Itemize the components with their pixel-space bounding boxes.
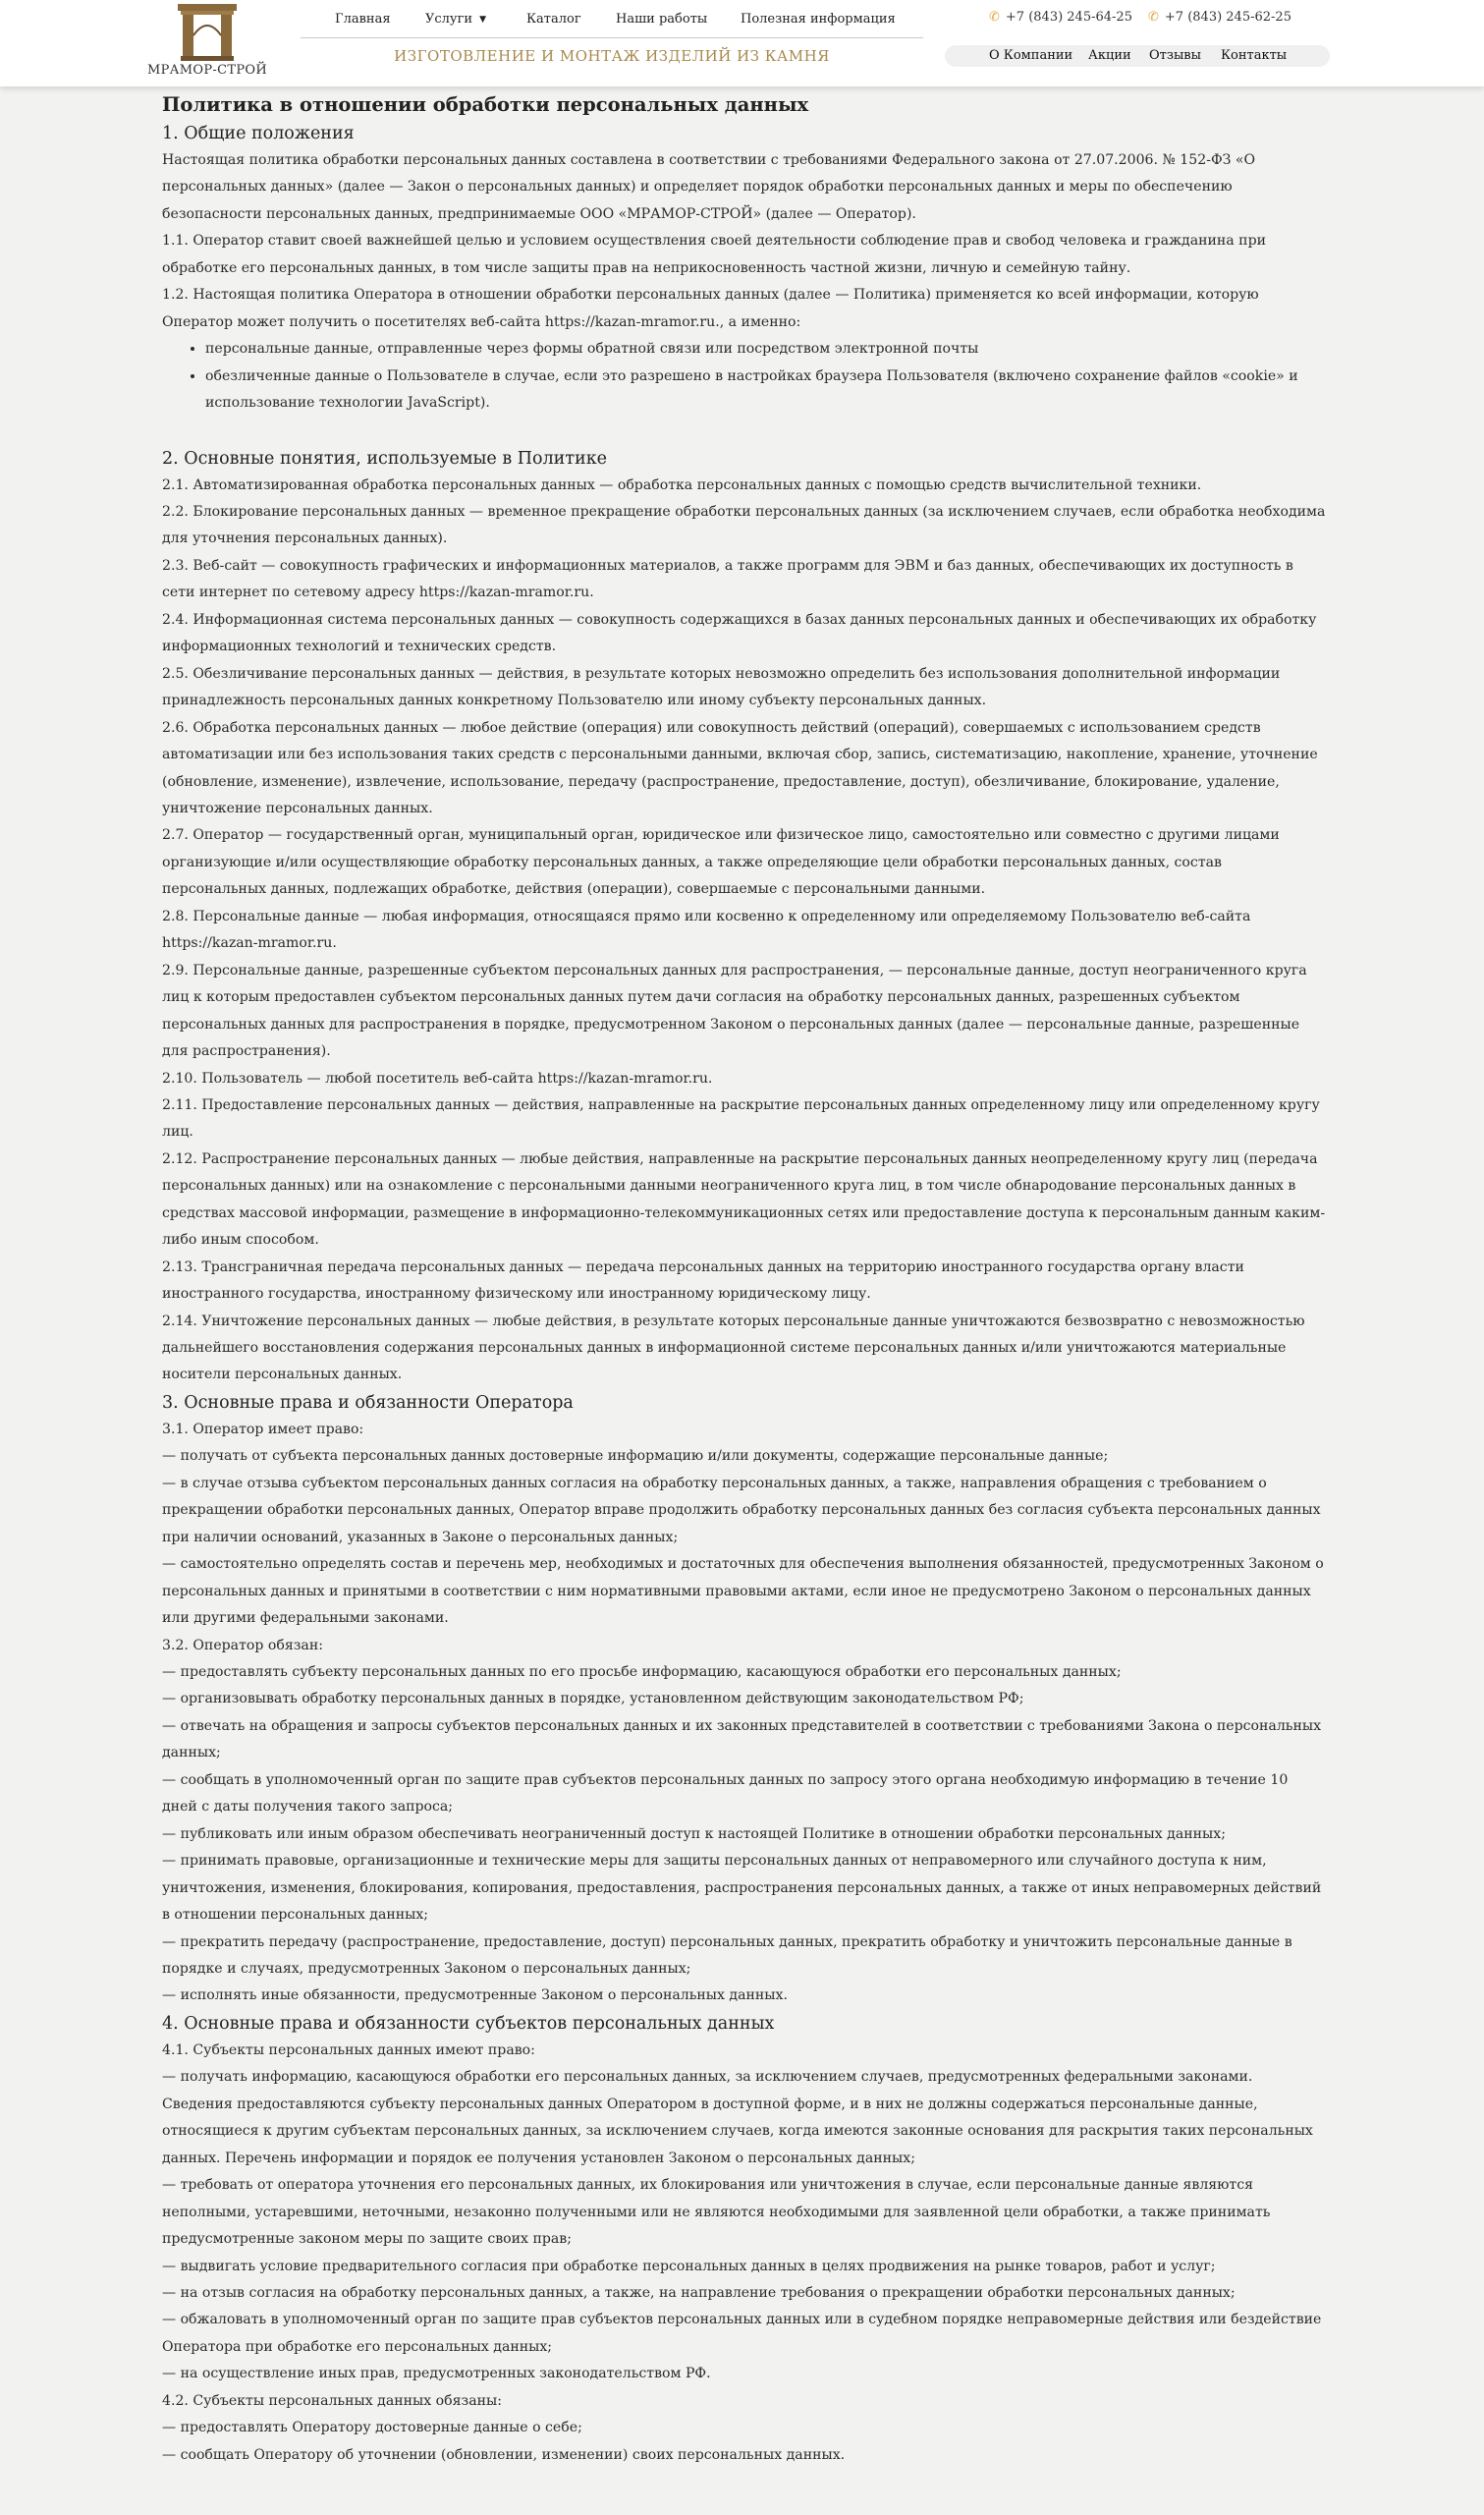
paragraph: 3.1. Оператор имеет право: [162, 1421, 364, 1437]
subnav-item-reviews[interactable]: Отзывы [1149, 48, 1201, 63]
nav-item-services-label: Услуги [425, 12, 473, 27]
paragraph: — сообщать Оператору об уточнении (обновлении, изменении) своих персональных данных. [162, 2446, 846, 2463]
list-item: • персональные данные, отправленные через формы обратной связи или посредством электронной почты [205, 336, 1326, 363]
paragraph: — предоставлять Оператору достоверные данные о себе; [162, 2420, 582, 2436]
subnav-item-promotions[interactable]: Акции [1088, 48, 1131, 63]
paragraph: 2.12. Распространение персональных данных — любые действия, направленные на раскрытие персональных данных неопределенному кругу лиц (передача персональных данных) или на ознакомление с персональными данными неограниченного круга лиц, в том числе обнародование персональных данных в средствах массовой информации, размещение в информационно-телекоммуникационных сетях или предоставление доступа к персональным данным каким-либо иным способом. [162, 1150, 1326, 1249]
paragraph: — получать от субъекта персональных данных достоверные информацию и/или документы, содержащие персональные данные; [162, 1448, 1109, 1465]
paragraph: — прекратить передачу (распространение, предоставление, доступ) персональных данных, прекратить обработку и уничтожить персональные данные в порядке и случаях, предусмотренных Законом о персональных данных; [162, 1933, 1292, 1977]
phone-icon: ✆ [1148, 10, 1159, 25]
site-header [0, 0, 1484, 86]
list-item: • обезличенные данные о Пользователе в случае, если это разрешено в настройках браузера Пользователя (включено сохранение файлов «cookie» и использование технологии JavaScript). [205, 363, 1326, 418]
paragraph: — самостоятельно определять состав и перечень мер, необходимых и достаточных для обеспечения выполнения обязанностей, предусмотренных Законом о персональных данных и принятыми в соответствии с ним нормативными правовыми актами, если иное не предусмотрено Законом о персональных данных или другими федеральными законами. [162, 1556, 1324, 1627]
logo[interactable] [147, 2, 267, 81]
paragraph: 4.2. Субъекты персональных данных обязаны: [162, 2392, 502, 2409]
paragraph: — получать информацию, касающуюся обработки его персональных данных, за исключением случаев, предусмотренных федеральными законами. Сведения предоставляются субъекту персональных данных Оператором в доступной форме, и в них не должны содержаться персональные данные, относящиеся к другим субъектам персональных данных, за исключением случаев, когда имеются законные основания для раскрытия таких персональных данных. Перечень информации и порядок ее получения установлен Законом о персональных данных; [162, 2069, 1313, 2166]
paragraph: — отвечать на обращения и запросы субъектов персональных данных и их законных представителей в соответствии с требованиями Закона о персональных данных; [162, 1717, 1322, 1761]
arch-logo-icon [176, 2, 239, 61]
paragraph: 2.1. Автоматизированная обработка персональных данных — обработка персональных данных с помощью средств вычислительной техники. [162, 476, 1202, 493]
paragraph: — организовывать обработку персональных данных в порядке, установленном действующим законодательством РФ; [162, 1691, 1024, 1707]
paragraph: 2.8. Персональные данные — любая информация, относящаяся прямо или косвенно к определенному или определяемому Пользователю веб-сайта https://kazan-mramor.ru. [162, 908, 1251, 952]
paragraph: — публиковать или иным образом обеспечивать неограниченный доступ к настоящей Политике в отношении обработки персональных данных; [162, 1825, 1226, 1842]
tagline: ИЗГОТОВЛЕНИЕ И МОНТАЖ ИЗДЕЛИЙ ИЗ КАМНЯ [394, 47, 830, 65]
phone-icon: ✆ [989, 10, 1000, 25]
section-heading: 1. Общие положения [162, 124, 355, 143]
subnav-item-contacts[interactable]: Контакты [1221, 48, 1288, 63]
paragraph: 3.2. Оператор обязан: [162, 1637, 323, 1653]
paragraph: — на отзыв согласия на обработку персональных данных, а также, на направление требования о прекращении обработки персональных данных; [162, 2284, 1236, 2301]
nav-item-services[interactable] [425, 12, 486, 27]
paragraph: 1.1. Оператор ставит своей важнейшей целью и условием осуществления своей деятельности соблюдение прав и свобод человека и гражданина при обработке его персональных данных, в том числе защиты прав на неприкосновенность частной жизни, личную и семейную тайну. [162, 233, 1266, 276]
phone-number-2: +7 (843) 245-62-25 [1164, 10, 1292, 25]
paragraph: 2.10. Пользователь — любой посетитель веб-сайта https://kazan-mramor.ru. [162, 1070, 713, 1087]
paragraph: — принимать правовые, организационные и технические меры для защиты персональных данных от неправомерного или случайного доступа к ним, уничтожения, изменения, блокирования, копирования, предоставления, распространения персональных данных, а также от иных неправомерных действий в отношении персональных данных; [162, 1853, 1322, 1924]
paragraph: — предоставлять субъекту персональных данных по его просьбе информацию, касающуюся обработки его персональных данных; [162, 1664, 1122, 1681]
paragraph: — обжаловать в уполномоченный орган по защите прав субъектов персональных данных или в судебном порядке неправомерные действия или бездействие Оператора при обработке его персональных данных; [162, 2312, 1322, 2355]
policy-content [162, 86, 1326, 2469]
paragraph: 2.6. Обработка персональных данных — любое действие (операция) или совокупность действий (операций), совершаемых с использованием средств автоматизации или без использования таких средств с персональными данными, включая сбор, запись, систематизацию, накопление, хранение, уточнение (обновление, изменение), извлечение, использование, передачу (распространение, предоставление, доступ), обезличивание, блокирование, удаление, уничтожение персональных данных. [162, 719, 1318, 816]
section-heading: 2. Основные понятия, используемые в Политике [162, 448, 607, 469]
paragraph: 1.2. Настоящая политика Оператора в отношении обработки персональных данных (далее — Политика) применяется ко всей информации, которую Оператор может получить о посетителях веб-сайта https://kazan-mramor.ru., а именно: [162, 287, 1259, 330]
paragraph: — выдвигать условие предварительного согласия при обработке персональных данных в целях продвижения на рынке товаров, работ и услуг; [162, 2258, 1216, 2274]
paragraph: 2.9. Персональные данные, разрешенные субъектом персональных данных для распространения, — персональные данные, доступ неограниченного круга лиц к которым предоставлен субъектом персональных данных путем дачи согласия на обработку персональных данных, разрешенных субъектом персональных данных для распространения в порядке, предусмотренном Законом о персональных данных (далее — персональные данные, разрешенные для распространения). [162, 962, 1307, 1060]
chevron-down-icon: ▼ [479, 15, 486, 25]
paragraph: Настоящая политика обработки персональных данных составлена в соответствии с требованиями Федерального закона от 27.07.2006. № 152-ФЗ «О персональных данных» (далее — Закон о персональных данных) и определяет порядок обработки персональных данных и меры по обеспечению безопасности персональных данных, предпринимаемые ООО «МРАМОР-СТРОЙ» (далее — Оператор). [162, 152, 1256, 222]
nav-item-useful-info[interactable]: Полезная информация [741, 12, 896, 27]
paragraph: — на осуществление иных прав, предусмотренных законодательством РФ. [162, 2366, 711, 2382]
paragraph: 2.11. Предоставление персональных данных — действия, направленные на раскрытие персональных данных определенному лицу или определенному кругу лиц. [162, 1096, 1320, 1141]
bullet-list [162, 336, 1326, 417]
paragraph: — требовать от оператора уточнения его персональных данных, их блокирования или уничтожения в случае, если персональные данные являются неполными, устаревшими, неточными, незаконно полученными или не являются необходимыми для заявленной цели обработки, а также принимать предусмотренные законом меры по защите своих прав; [162, 2177, 1271, 2248]
paragraph: 4.1. Субъекты персональных данных имеют право: [162, 2041, 535, 2058]
secondary-nav [945, 45, 1330, 67]
paragraph: — исполнять иные обязанности, предусмотренные Законом о персональных данных. [162, 1987, 788, 2004]
paragraph: 2.2. Блокирование персональных данных — временное прекращение обработки персональных данных (за исключением случаев, если обработка необходима для уточнения персональных данных). [162, 503, 1326, 547]
section-heading: 4. Основные права и обязанности субъектов персональных данных [162, 2013, 775, 2034]
phone-link-1[interactable] [989, 10, 1132, 25]
paragraph: 2.4. Информационная система персональных данных — совокупность содержащихся в базах данных персональных данных и обеспечивающих их обработку информационных технологий и технических средств. [162, 611, 1317, 655]
nav-item-catalog[interactable]: Каталог [526, 12, 581, 27]
paragraph: 2.13. Трансграничная передача персональных данных — передача персональных данных на территорию иностранного государства органу власти иностранного государства, иностранному физическому или иностранному юридическому лицу. [162, 1258, 1244, 1303]
paragraph: 2.14. Уничтожение персональных данных — любые действия, в результате которых персональные данные уничтожаются безвозвратно с невозможностью дальнейшего восстановления содержания персональных данных в информационной системе персональных данных и/или уничтожаются материальные носители персональных данных. [162, 1313, 1305, 1383]
paragraph: 2.7. Оператор — государственный орган, муниципальный орган, юридическое или физическое лицо, самостоятельно или совместно с другими лицами организующие и/или осуществляющие обработку персональных данных, а также определяющие цели обработки персональных данных, состав персональных данных, подлежащих обработке, действия (операции), совершаемые с персональными данными. [162, 827, 1280, 898]
section-heading: 3. Основные права и обязанности Оператора [162, 1392, 574, 1413]
paragraph: — сообщать в уполномоченный орган по защите прав субъектов персональных данных по запросу этого органа необходимую информацию в течение 10 дней с даты получения такого запроса; [162, 1771, 1289, 1816]
paragraph: 2.5. Обезличивание персональных данных — действия, в результате которых невозможно определить без использования дополнительной информации принадлежность персональных данных конкретному Пользователю или иному субъекту персональных данных. [162, 665, 1281, 709]
subnav-item-about[interactable]: О Компании [989, 48, 1073, 63]
main-nav [301, 0, 923, 38]
logo-text: МРАМОР-СТРОЙ [147, 63, 267, 78]
phone-link-2[interactable] [1148, 10, 1292, 25]
page-title: Политика в отношении обработки персональных данных [162, 93, 809, 116]
paragraph: — в случае отзыва субъектом персональных данных согласия на обработку персональных данных, а также, направления обращения с требованием о прекращении обработки персональных данных, Оператор вправе продолжить обработку персональных данных без согласия субъекта персональных данных при наличии оснований, указанных в Законе о персональных данных; [162, 1475, 1321, 1545]
nav-item-home[interactable]: Главная [335, 12, 391, 27]
nav-item-works[interactable]: Наши работы [616, 12, 708, 27]
phone-number-1: +7 (843) 245-64-25 [1005, 10, 1132, 25]
paragraph: 2.3. Веб-сайт — совокупность графических и информационных материалов, а также программ для ЭВМ и баз данных, обеспечивающих их доступность в сети интернет по сетевому адресу https://kazan-mramor.ru. [162, 557, 1293, 601]
